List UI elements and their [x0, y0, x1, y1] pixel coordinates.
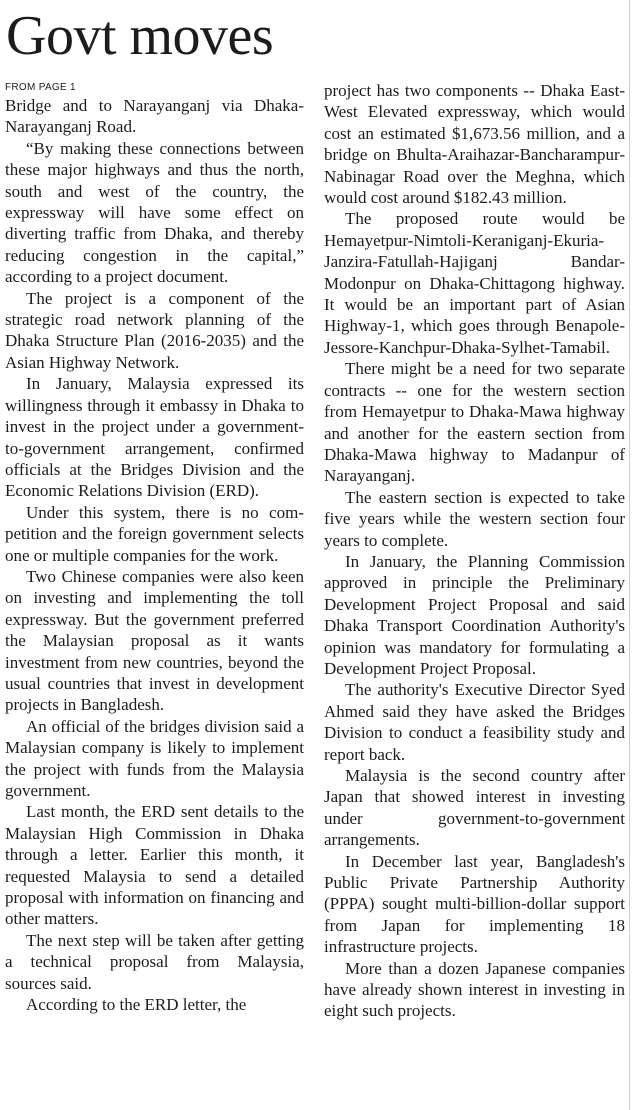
paragraph: Under this system, there is no competition and the foreign government selects one or multiple companies for the work.: [5, 502, 304, 565]
paragraph: Last month, the ERD sent details to the Malaysian High Commission in Dhaka through a letter. Earlier this month, it requested Malaysia to send a detailed proposal with information on financing and other matters.: [5, 802, 304, 929]
paragraph: Bridge and to Narayanganj via Dhaka-Narayanganj Road.: [5, 96, 304, 137]
article-column-right: [324, 80, 625, 1022]
paragraph: The project is a component of the strategic road network planning of the Dhaka Structure Plan (2016-2035) and the Asian Highway Network.: [5, 288, 304, 372]
paragraph: “By making these connections between these major highways and thus the north, south and west of the country, the expressway will have some effect on diverting traffic from Dhaka, and thereby reducing congestion in the capital,” according to a project document.: [5, 138, 304, 287]
paragraph: There might be a need for two separate contracts -- one for the western section from Hemayetpur to Dhaka-Mawa highway and another for the eastern section from Dhaka-Mawa highway to Madanpur of Narayanganj.: [324, 359, 625, 486]
paragraph: project has two components -- Dhaka East-West Elevated expressway, which would cost an estimated $1,673.56 million, and a bridge on Bhulta-Araihazar-Bancharampur-Nabinagar Road over the Meghna, which would cost around $182.43 million.: [324, 81, 625, 208]
paragraph: In January, the Planning Commission approved in principle the Preliminary Development Project Proposal and said Dhaka Transport Coordination Authority's opinion was mandatory for formulating a Development Project Proposal.: [324, 551, 625, 678]
paragraph: The eastern section is expected to take five years while the western section four years to complete.: [324, 487, 625, 550]
paragraph: Malaysia is the second country after Japan that showed interest in investing under government-to-government arrangements.: [324, 766, 625, 850]
paragraph: According to the ERD letter, the: [26, 995, 247, 1015]
continued-from-label: FROM PAGE 1: [5, 82, 76, 93]
paragraph: In December last year, Bangladesh's Public Private Partnership Authority (PPPA) sought multi-billion-dollar support from Japan for implementing 18 infrastructure projects.: [324, 851, 625, 957]
paragraph: The proposed route would be Hemayetpur-Nimtoli-Keraniganj-Ekuria-Janzira-Fatullah-Hajiganj Bandar-Modonpur on Dhaka-Chittagong highway. It would be an important part of Asian Highway-1, which goes through Benapole-Jessore-Kanchpur-Dhaka-Sylhet-Tamabil.: [324, 209, 625, 357]
paragraph: Two Chinese companies were also keen on investing and implementing the toll expressway. But the government preferred the Malaysian proposal as it wants investment from new countries, beyond the usual countries that invest in development projects in Bangladesh.: [5, 566, 304, 715]
paragraph: In January, Malaysia expressed its willingness through it embassy in Dhaka to invest in the project under a government-to-government arrangement, confirmed officials at the Bridges Division and the Economic Relations Division (ERD).: [5, 374, 304, 501]
paragraph: The authority's Executive Director Syed Ahmed said they have asked the Bridges Division to conduct a feasibility study and report back.: [324, 680, 625, 764]
paragraph: More than a dozen Japanese companies have already shown interest in investing in eight such projects.: [324, 958, 625, 1021]
paragraph: The next step will be taken after getting a technical proposal from Malaysia, sources said.: [5, 930, 304, 993]
column-divider: [629, 0, 630, 1110]
paragraph: An official of the bridges division said a Malaysian company is likely to implement the project with funds from the Malaysia government.: [5, 716, 304, 800]
headline: Govt moves: [6, 5, 274, 67]
article-column-left: [5, 80, 304, 1015]
